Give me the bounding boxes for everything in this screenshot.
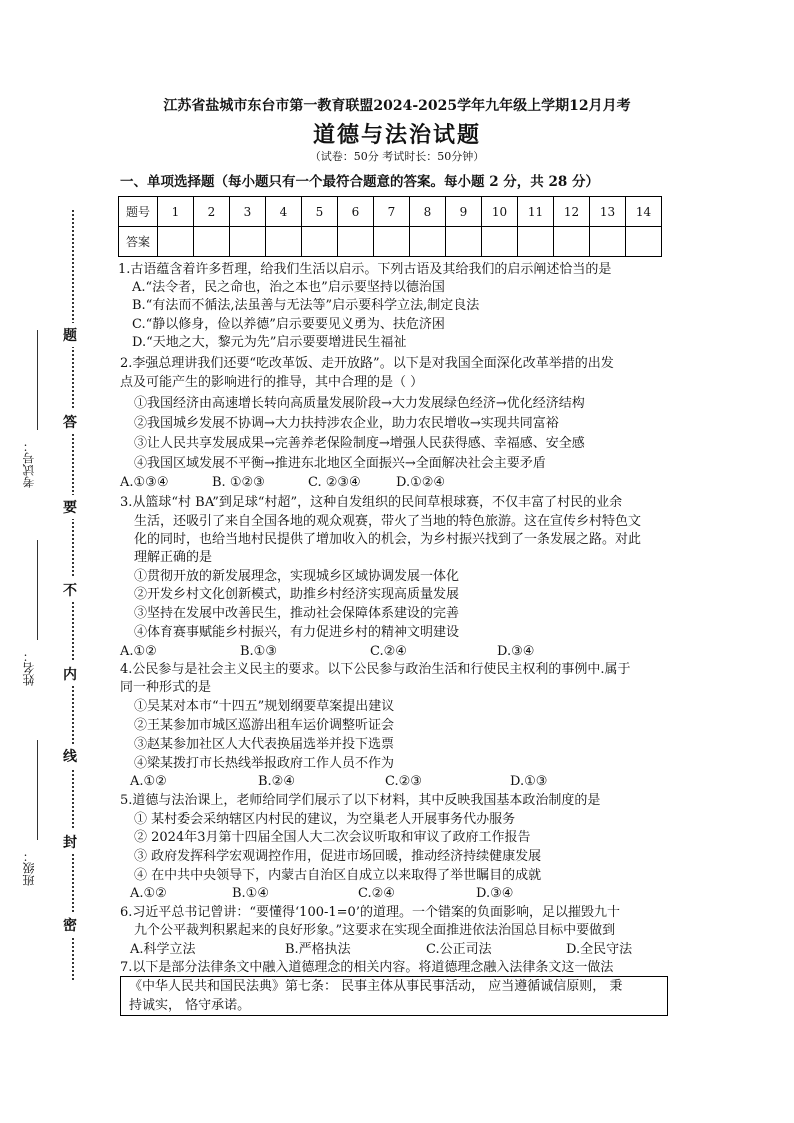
table-row xyxy=(119,227,662,257)
class-field[interactable] xyxy=(37,740,38,840)
question-number-cell: 9 xyxy=(446,197,482,227)
question-number-cell: 10 xyxy=(482,197,518,227)
seal-word-mi: 密 xyxy=(63,913,77,937)
q7-quote-line-1: 《中华人民共和国民法典》第七条： 民事主体从事民事活动， 应当遵循诚信原则， 秉 xyxy=(129,979,623,994)
q6-option-c: C.公正司法 xyxy=(426,942,492,957)
answer-cell[interactable] xyxy=(194,227,230,257)
section-heading: 一、单项选择题（每小题只有一个最符合题意的答案。每小题 2 分，共 28 分） xyxy=(120,174,599,190)
q3-option-b: B.①③ xyxy=(240,644,277,659)
q3-statement-4: ④体育赛事赋能乡村振兴，有力促进乡村的精神文明建设 xyxy=(134,625,460,640)
question-number-cell: 11 xyxy=(518,197,554,227)
answer-cell[interactable] xyxy=(446,227,482,257)
subject-title: 道德与法治试题 xyxy=(312,122,481,148)
q6-option-d: D.全民守法 xyxy=(566,942,633,957)
q2-option-d: D.①②④ xyxy=(396,475,446,490)
q3-statement-2: ②开发乡村文化创新模式，助推乡村经济实现高质量发展 xyxy=(134,587,460,602)
seal-word-yao: 要 xyxy=(63,495,77,519)
answer-cell[interactable] xyxy=(230,227,266,257)
q3-stem-1: 3.从篮球“村 BA”到足球“村超”，这种自发组织的民间草根球赛，不仅丰富了村民的业余 xyxy=(120,495,623,510)
q4-option-c: C.②③ xyxy=(385,774,422,789)
q1-stem: 1.古语蕴含着许多哲理，给我们生活以启示。下列古语及其给我们的启示阐述恰当的是 xyxy=(118,262,612,277)
q4-stem-2: 同一种形式的是 xyxy=(120,680,212,695)
answer-cell[interactable] xyxy=(482,227,518,257)
q5-statement-4: ④ 在中共中央领导下，内蒙古自治区自成立以来取得了举世瞩目的成就 xyxy=(134,868,542,883)
q2-statement-2: ②我国城乡发展不协调→大力扶持涉农企业，助力农民增收→实现共同富裕 xyxy=(134,416,559,431)
q2-statement-3: ③让人民共享发展成果→完善养老保险制度→增强人民获得感、幸福感、安全感 xyxy=(134,436,585,451)
name-label: 姓名： xyxy=(22,650,36,686)
q6-stem-2: 九个公平裁判积累起来的良好形象。”这要求在实现全面推进依法治国总目标中要做到 xyxy=(134,923,616,938)
q5-statement-2: ② 2024年3月第十四届全国人大二次会议听取和审议了政府工作报告 xyxy=(134,830,531,845)
question-number-cell: 2 xyxy=(194,197,230,227)
q3-stem-4: 理解正确的是 xyxy=(134,550,213,565)
seal-word-feng: 封 xyxy=(63,830,77,854)
question-number-cell: 5 xyxy=(302,197,338,227)
question-number-cell: 12 xyxy=(554,197,590,227)
q1-option-c: C.“静以修身，俭以养德”启示要要见义勇为、扶危济困 xyxy=(132,317,445,332)
q5-option-c: C.②④ xyxy=(358,886,395,901)
q1-option-a: A.“法令者，民之命也，治之本也”启示要坚持以德治国 xyxy=(132,280,445,295)
q3-option-d: D.③④ xyxy=(497,644,535,659)
exam-number-label: 考试号： xyxy=(22,440,36,488)
table-header-cell: 答案 xyxy=(119,227,158,257)
question-number-cell: 6 xyxy=(338,197,374,227)
q2-statement-1: ①我国经济由高速增长转向高质量发展阶段→大力发展绿色经济→优化经济结构 xyxy=(134,396,585,411)
question-number-cell: 7 xyxy=(374,197,410,227)
answer-table xyxy=(118,196,662,257)
q5-statement-1: ① 某村委会采纳辖区内村民的建议，为空巢老人开展事务代办服务 xyxy=(134,812,516,827)
answer-cell[interactable] xyxy=(410,227,446,257)
q4-statement-2: ②王某参加市城区巡游出租车运价调整听证会 xyxy=(134,718,395,733)
q1-option-b: B.“有法而不循法,法虽善与无法等”启示要科学立法,制定良法 xyxy=(132,298,480,313)
q5-stem: 5.道德与法治课上，老师给同学们展示了以下材料，其中反映我国基本政治制度的是 xyxy=(120,793,601,808)
seal-word-da: 答 xyxy=(63,410,77,434)
q3-stem-3: 化的同时，也给当地村民提供了增加收入的机会，为乡村振兴找到了一条发展之路。对此 xyxy=(134,532,642,547)
q5-option-d: D.③④ xyxy=(476,886,514,901)
q2-stem-2: 点及可能产生的影响进行的推导，其中合理的是（ ） xyxy=(120,375,424,390)
q5-option-a: A.①② xyxy=(130,886,167,901)
q3-statement-1: ①贯彻开放的新发展理念，实现城乡区域协调发展一体化 xyxy=(134,569,460,584)
q2-statement-4: ④我国区域发展不平衡→推进东北地区全面振兴→全面解决社会主要矛盾 xyxy=(134,456,546,471)
exam-title: 江苏省盐城市东台市第一教育联盟2024-2025学年九年级上学期12月月考 xyxy=(163,98,631,114)
q7-quote-line-2: 持诚实， 恪守承诺。 xyxy=(129,998,251,1013)
class-label: 班级： xyxy=(22,850,36,886)
answer-cell[interactable] xyxy=(266,227,302,257)
exam-number-field[interactable] xyxy=(37,330,38,430)
q3-statement-3: ③坚持在发展中改善民生，推动社会保障体系建设的完善 xyxy=(134,606,460,621)
exam-info: （试卷：50分 考试时长：50分钟） xyxy=(309,150,485,163)
seal-word-bu: 不 xyxy=(63,578,77,602)
question-number-cell: 8 xyxy=(410,197,446,227)
q5-option-b: B.①④ xyxy=(232,886,269,901)
q7-quote-box xyxy=(120,976,668,1016)
q4-option-d: D.①③ xyxy=(510,774,548,789)
q4-option-b: B.②④ xyxy=(258,774,295,789)
q6-option-a: A.科学立法 xyxy=(130,942,196,957)
q4-stem-1: 4.公民参与是社会主义民主的要求。以下公民参与政治生活和行使民主权利的事例中.属于 xyxy=(120,662,631,677)
q4-option-a: A.①② xyxy=(130,774,167,789)
question-number-cell: 1 xyxy=(158,197,194,227)
question-number-cell: 4 xyxy=(266,197,302,227)
answer-cell[interactable] xyxy=(338,227,374,257)
q6-stem-1: 6.习近平总书记曾讲：“要懂得‘100-1=0’的道理。一个错案的负面影响，足以摧毁九十 xyxy=(120,905,620,920)
answer-cell[interactable] xyxy=(374,227,410,257)
answer-cell[interactable] xyxy=(302,227,338,257)
table-header-cell: 题号 xyxy=(119,197,158,227)
q4-statement-4: ④梁某拨打市长热线举报政府工作人员不作为 xyxy=(134,756,395,771)
q5-statement-3: ③ 政府发挥科学宏观调控作用，促进市场回暖，推动经济持续健康发展 xyxy=(134,849,542,864)
answer-cell[interactable] xyxy=(554,227,590,257)
q2-option-c: C. ②③④ xyxy=(308,475,361,490)
q2-option-b: B. ①②③ xyxy=(212,475,265,490)
q4-statement-3: ③赵某参加社区人大代表换届选举并投下选票 xyxy=(134,737,395,752)
q3-option-c: C.②④ xyxy=(370,644,407,659)
q2-stem-1: 2.李强总理讲我们还要“吃改革饭、走开放路”。以下是对我国全面深化改革举措的出发 xyxy=(120,356,614,371)
q7-stem: 7.以下是部分法律条文中融入道德理念的相关内容。将道德理念融入法律条文这一做法 xyxy=(120,960,614,975)
q3-option-a: A.①② xyxy=(120,644,157,659)
table-row xyxy=(119,197,662,227)
seal-word-nei: 内 xyxy=(63,662,77,686)
answer-cell[interactable] xyxy=(158,227,194,257)
seal-word-ti: 题 xyxy=(63,323,77,347)
q2-option-a: A.①③④ xyxy=(120,475,169,490)
answer-cell[interactable] xyxy=(626,227,662,257)
question-number-cell: 3 xyxy=(230,197,266,227)
q1-option-d: D.“天地之大，黎元为先”启示要要增进民生福祉 xyxy=(132,335,407,350)
question-number-cell: 13 xyxy=(590,197,626,227)
name-field[interactable] xyxy=(37,540,38,640)
seal-word-xian: 线 xyxy=(63,744,77,768)
q6-option-b: B.严格执法 xyxy=(285,942,351,957)
question-number-cell: 14 xyxy=(626,197,662,227)
answer-cell[interactable] xyxy=(518,227,554,257)
q3-stem-2: 生活，还吸引了来自全国各地的观众观赛，带火了当地的特色旅游。这在宣传乡村特色文 xyxy=(134,514,642,529)
answer-cell[interactable] xyxy=(590,227,626,257)
q4-statement-1: ①吴某对本市“十四五”规划纲要草案提出建议 xyxy=(134,699,395,714)
